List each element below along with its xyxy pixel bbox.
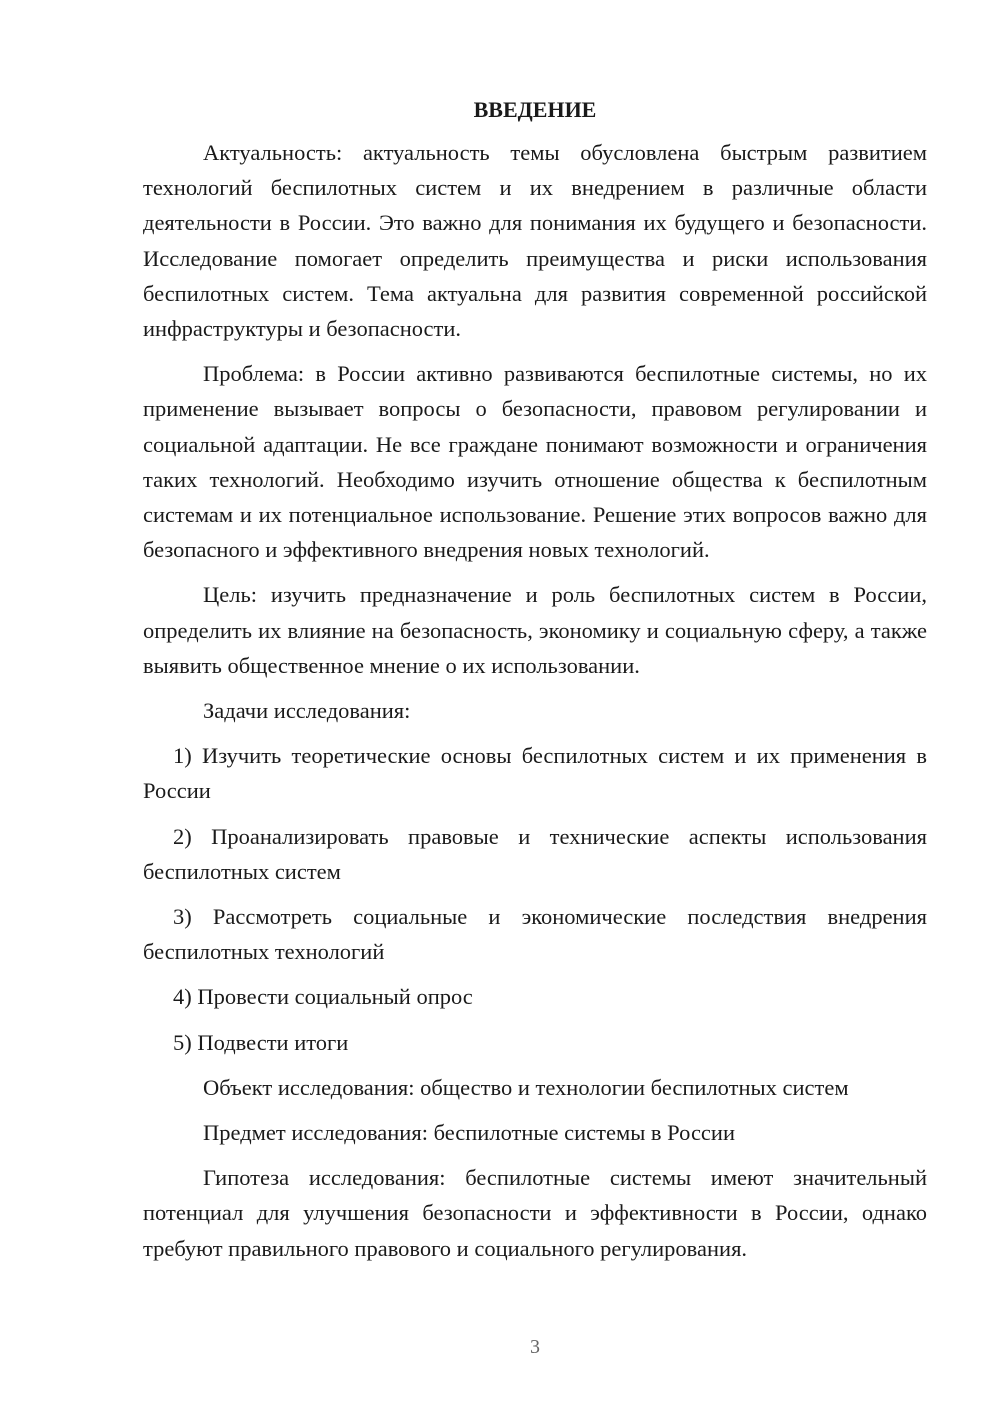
relevance-paragraph: Актуальность: актуальность темы обусловлена быстрым развитием технологий беспилотных систем и их внедрением в различные области деятельности в России. Это важно для понимания их будущего и безопасности. Исследование помогает определить преимущества и риски использования беспилотных систем. Тема актуальна для развития современной российской инфраструктуры и безопасности. xyxy=(143,140,927,342)
research-subject: Предмет исследования: беспилотные системы в России xyxy=(203,1120,736,1146)
task-item-1: 1) Изучить теоретические основы беспилотных систем и их применения в России xyxy=(143,743,927,804)
document-body xyxy=(143,95,927,1276)
research-hypothesis: Гипотеза исследования: беспилотные системы имеют значительный потенциал для улучшения безопасности и эффективности в России, однако требуют правильного правового и социального регулирования. xyxy=(143,1165,927,1261)
task-item-2: 2) Проанализировать правовые и технические аспекты использования беспилотных систем xyxy=(143,823,927,884)
problem-paragraph: Проблема: в России активно развиваются беспилотные системы, но их применение вызывает вопросы о безопасности, правовом регулировании и социальной адаптации. Не все граждане понимают возможности и ограничения таких технологий. Необходимо изучить отношение общества к беспилотным системам и их потенциальное использование. Решение этих вопросов важно для безопасного и эффективного внедрения новых технологий. xyxy=(143,361,927,563)
task-item-4: 4) Провести социальный опрос xyxy=(173,984,473,1010)
task-item-5: 5) Подвести итоги xyxy=(173,1029,349,1055)
page-number: 3 xyxy=(530,1336,540,1358)
research-object: Объект исследования: общество и технологии беспилотных систем xyxy=(203,1074,849,1100)
tasks-heading: Задачи исследования: xyxy=(203,698,411,724)
section-title: ВВЕДЕНИЕ xyxy=(473,97,597,122)
goal-paragraph: Цель: изучить предназначение и роль беспилотных систем в России, определить их влияние на безопасность, экономику и социальную сферу, а также выявить общественное мнение о их использовании. xyxy=(143,582,927,678)
task-item-3: 3) Рассмотреть социальные и экономические последствия внедрения беспилотных технологий xyxy=(143,904,927,965)
